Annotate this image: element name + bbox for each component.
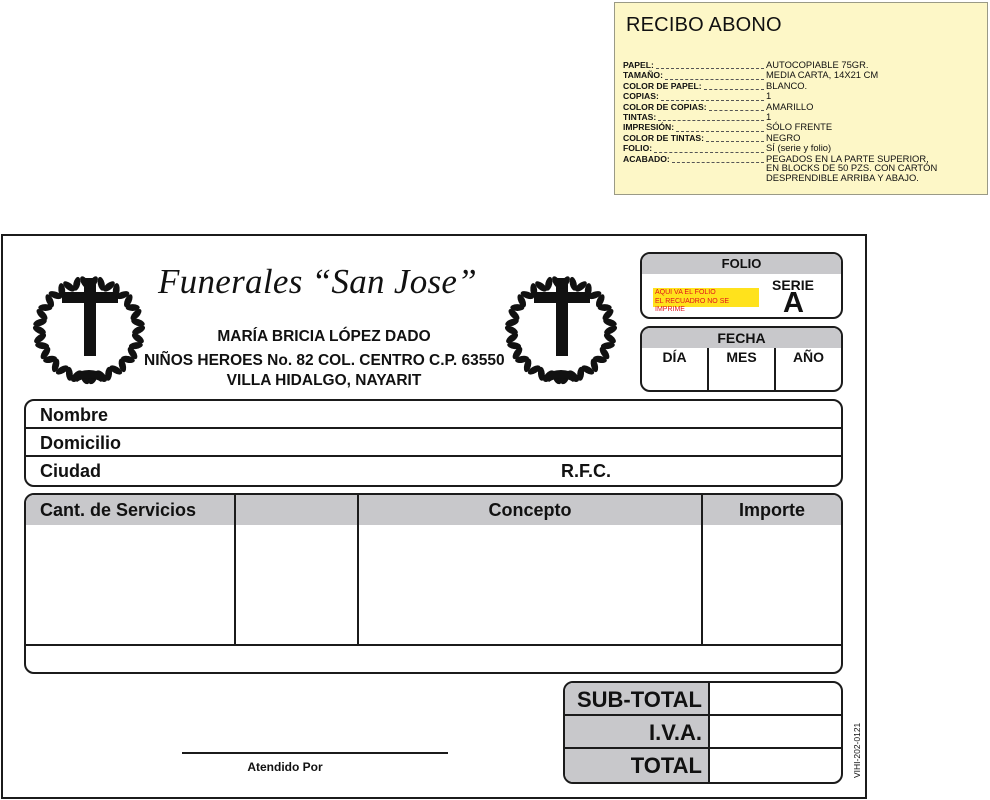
ciudad-label: Ciudad — [40, 461, 101, 481]
client-box — [24, 399, 843, 487]
total-label: TOTAL — [565, 749, 710, 782]
serie-label: SERIE — [772, 277, 815, 293]
signature-line[interactable] — [182, 752, 448, 754]
spec-key: COPIAS: — [623, 91, 659, 102]
col-blank — [234, 495, 357, 525]
spec-value: NEGRO — [766, 131, 801, 143]
spec-key-wrap — [623, 143, 766, 153]
form-code: VIHI-202-0121 — [852, 722, 862, 778]
spec-card — [614, 2, 988, 195]
iva-row — [565, 716, 841, 749]
cell-concepto[interactable] — [357, 525, 701, 644]
spec-value: AMARILLO — [766, 100, 814, 112]
spec-value: SÍ (serie y folio) — [766, 142, 832, 154]
fecha-mes[interactable]: MES — [707, 348, 774, 392]
fecha-anio[interactable]: AÑO — [774, 348, 841, 392]
totals-box — [563, 681, 843, 784]
spec-leader — [709, 103, 764, 111]
spec-value: 1 — [766, 90, 772, 102]
attended-by-label: Atendido Por — [247, 760, 323, 774]
folio-placeholder-note — [653, 288, 759, 313]
subtotal-label: SUB-TOTAL — [565, 683, 710, 714]
spec-leader — [706, 134, 764, 142]
spec-leader — [704, 82, 764, 90]
spec-value: SÓLO FRENTE — [766, 121, 833, 133]
services-table — [24, 493, 843, 674]
cross-wreath-right-icon — [498, 266, 624, 386]
spec-title: RECIBO ABONO — [626, 14, 782, 36]
spec-key: COLOR DE TINTAS: — [623, 132, 704, 143]
spec-rows — [623, 60, 983, 183]
cell-importe[interactable] — [701, 525, 841, 644]
total-row — [565, 749, 841, 782]
spec-key: TINTAS: — [623, 112, 657, 123]
spec-leader — [676, 124, 764, 132]
brand-name: Funerales “San Jose” — [158, 262, 478, 301]
spec-key-wrap — [623, 112, 766, 122]
spec-value: MEDIA CARTA, 14X21 CM — [766, 69, 879, 81]
spec-value: 1 — [766, 111, 772, 123]
spec-leader — [661, 93, 764, 101]
spec-row — [623, 154, 983, 183]
folio-box — [640, 252, 843, 319]
spec-key: ACABADO: — [623, 153, 670, 164]
cell-cant[interactable] — [26, 525, 234, 644]
nombre-label: Nombre — [40, 405, 109, 425]
iva-value[interactable] — [710, 716, 841, 747]
spec-key-wrap — [623, 60, 766, 70]
col-importe: Importe — [701, 495, 841, 525]
nombre-field[interactable] — [26, 401, 841, 429]
owner-name: MARÍA BRICIA LÓPEZ DADO — [217, 328, 431, 345]
address-line-2: VILLA HIDALGO, NAYARIT — [226, 372, 422, 389]
ciudad-field[interactable] — [26, 457, 841, 485]
spec-key-wrap — [623, 133, 766, 143]
col-concepto: Concepto — [357, 495, 701, 525]
spec-leader — [654, 145, 764, 153]
spec-key: COLOR DE PAPEL: — [623, 80, 702, 91]
serie-value: A — [783, 287, 804, 319]
col-cant-servicios: Cant. de Servicios — [40, 500, 197, 520]
services-table-header — [26, 495, 841, 525]
spec-value: PEGADOS EN LA PARTE SUPERIOR, EN BLOCKS DE 50 PZS. CON CARTÓN DESPRENDIBLE ARRIBA Y ABAJO. — [766, 152, 938, 184]
fecha-dia[interactable]: DÍA — [662, 349, 687, 365]
subtotal-row — [565, 683, 841, 716]
spec-row — [623, 102, 983, 112]
iva-label: I.V.A. — [565, 716, 710, 747]
spec-key-wrap — [623, 91, 766, 101]
subtotal-value[interactable] — [710, 683, 841, 714]
rfc-label: R.F.C. — [561, 461, 612, 481]
spec-value: BLANCO. — [766, 79, 808, 91]
cross-wreath-left-icon — [26, 266, 152, 386]
spec-key-wrap — [623, 102, 766, 112]
cell-blank[interactable] — [234, 525, 357, 644]
spec-key: COLOR DE COPIAS: — [623, 101, 707, 112]
folio-label: FOLIO — [642, 254, 841, 274]
spec-leader — [672, 155, 764, 163]
spec-leader — [658, 113, 764, 121]
spec-key: IMPRESIÓN: — [623, 122, 675, 133]
fecha-label: FECHA — [642, 328, 841, 348]
folio-note-line-2: EL RECUADRO NO SE IMPRIME — [655, 297, 730, 313]
fecha-box — [640, 326, 843, 392]
spec-key: FOLIO: — [623, 143, 653, 154]
folio-note-line-1: AQUI VA EL FOLIO — [655, 289, 716, 296]
spec-key-wrap — [623, 81, 766, 91]
spec-key: PAPEL: — [623, 60, 654, 70]
spec-key-wrap — [623, 122, 766, 132]
spec-key: TAMAÑO: — [623, 70, 663, 81]
services-table-body[interactable] — [26, 525, 841, 646]
spec-key-wrap — [623, 70, 766, 80]
spec-row — [623, 122, 983, 132]
spec-leader — [665, 72, 764, 80]
address-line-1: NIÑOS HEROES No. 82 COL. CENTRO C.P. 63550 — [144, 352, 505, 369]
spec-leader — [656, 61, 764, 69]
total-value[interactable] — [710, 749, 841, 782]
domicilio-field[interactable] — [26, 429, 841, 457]
spec-row — [623, 81, 983, 91]
spec-key-wrap — [623, 154, 766, 164]
spec-value: AUTOCOPIABLE 75GR. — [766, 59, 869, 70]
domicilio-label: Domicilio — [40, 433, 122, 453]
